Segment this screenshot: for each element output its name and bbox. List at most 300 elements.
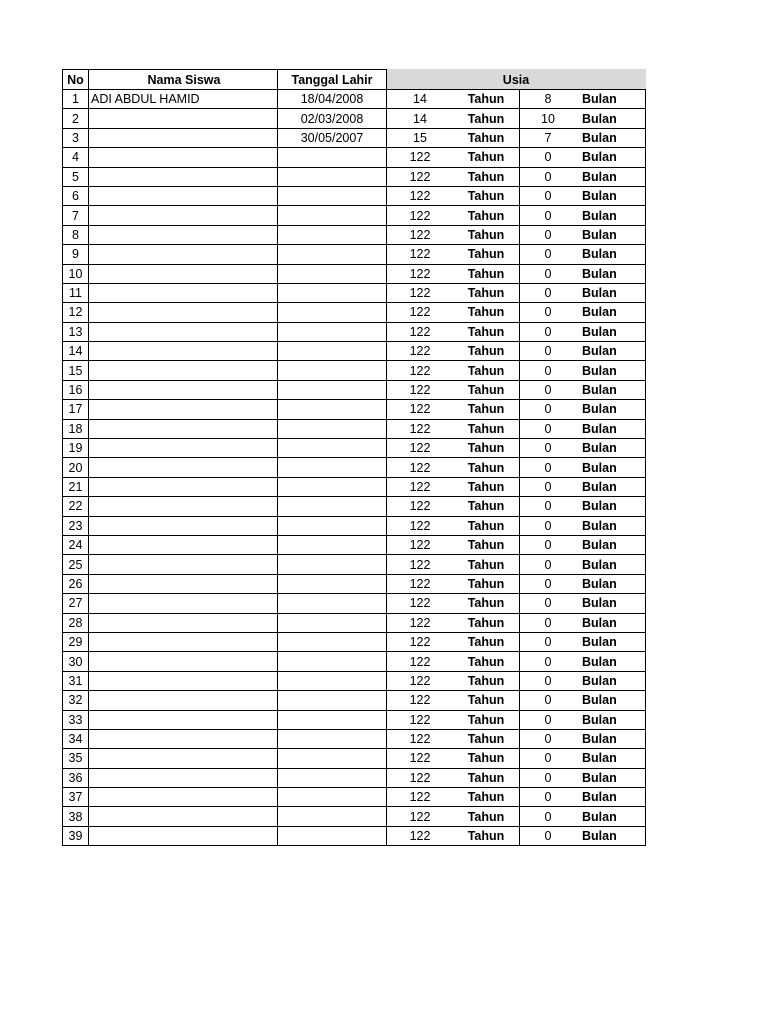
row-bulan-label-cell[interactable]: Bulan <box>576 128 646 147</box>
row-bulan-value-cell[interactable]: 0 <box>520 749 577 768</box>
row-bulan-value-cell[interactable]: 0 <box>520 264 577 283</box>
table-row <box>63 322 646 341</box>
row-nama-cell[interactable] <box>89 768 278 787</box>
row-tahun-value-cell[interactable]: 122 <box>387 400 454 419</box>
row-no-cell[interactable]: 21 <box>63 477 89 496</box>
row-no-cell[interactable]: 37 <box>63 788 89 807</box>
row-no-cell[interactable]: 24 <box>63 535 89 554</box>
row-tanggal-cell[interactable] <box>278 535 387 554</box>
row-tanggal-cell[interactable] <box>278 186 387 205</box>
row-tanggal-cell[interactable] <box>278 303 387 322</box>
row-no-cell[interactable]: 11 <box>63 283 89 302</box>
row-tanggal-cell[interactable] <box>278 652 387 671</box>
row-bulan-label-cell[interactable]: Bulan <box>576 516 646 535</box>
row-bulan-value-cell[interactable]: 0 <box>520 652 577 671</box>
row-no-cell[interactable]: 3 <box>63 128 89 147</box>
row-no-cell[interactable]: 39 <box>63 826 89 845</box>
row-no-cell[interactable]: 34 <box>63 729 89 748</box>
row-bulan-label-cell[interactable]: Bulan <box>576 245 646 264</box>
row-no-cell[interactable]: 29 <box>63 632 89 651</box>
row-bulan-label-cell[interactable]: Bulan <box>576 264 646 283</box>
row-tahun-label-cell[interactable]: Tahun <box>453 206 520 225</box>
row-bulan-value-cell[interactable]: 0 <box>520 206 577 225</box>
row-bulan-label-cell[interactable]: Bulan <box>576 477 646 496</box>
row-tahun-value-cell[interactable]: 122 <box>387 264 454 283</box>
row-no-cell[interactable]: 8 <box>63 225 89 244</box>
row-bulan-value-cell[interactable]: 0 <box>520 768 577 787</box>
row-tanggal-cell[interactable] <box>278 710 387 729</box>
row-tahun-value-cell[interactable]: 122 <box>387 477 454 496</box>
row-nama-cell[interactable] <box>89 303 278 322</box>
row-nama-cell[interactable] <box>89 574 278 593</box>
row-bulan-label-cell[interactable]: Bulan <box>576 749 646 768</box>
row-bulan-label-cell[interactable]: Bulan <box>576 497 646 516</box>
row-bulan-label-cell[interactable]: Bulan <box>576 148 646 167</box>
row-no-cell[interactable]: 25 <box>63 555 89 574</box>
table-row <box>63 303 646 322</box>
row-tahun-label-cell[interactable]: Tahun <box>453 788 520 807</box>
row-nama-cell[interactable] <box>89 400 278 419</box>
row-bulan-label-cell[interactable]: Bulan <box>576 768 646 787</box>
row-bulan-label-cell[interactable]: Bulan <box>576 186 646 205</box>
row-tahun-label-cell[interactable]: Tahun <box>453 516 520 535</box>
row-bulan-value-cell[interactable]: 0 <box>520 788 577 807</box>
row-bulan-label-cell[interactable]: Bulan <box>576 419 646 438</box>
row-no-cell[interactable]: 17 <box>63 400 89 419</box>
table-row <box>63 109 646 128</box>
row-no-cell[interactable]: 19 <box>63 439 89 458</box>
row-bulan-value-cell[interactable]: 0 <box>520 729 577 748</box>
row-bulan-value-cell[interactable]: 0 <box>520 225 577 244</box>
row-bulan-label-cell[interactable]: Bulan <box>576 555 646 574</box>
row-bulan-value-cell[interactable]: 0 <box>520 477 577 496</box>
row-tahun-label-cell[interactable]: Tahun <box>453 497 520 516</box>
row-no-cell[interactable]: 28 <box>63 613 89 632</box>
row-tahun-label-cell[interactable]: Tahun <box>453 613 520 632</box>
row-bulan-value-cell[interactable]: 8 <box>520 90 577 109</box>
table-row <box>63 497 646 516</box>
row-bulan-value-cell[interactable]: 10 <box>520 109 577 128</box>
row-tahun-label-cell[interactable]: Tahun <box>453 535 520 554</box>
row-tanggal-cell[interactable] <box>278 516 387 535</box>
row-bulan-value-cell[interactable]: 0 <box>520 361 577 380</box>
header-nama-siswa[interactable]: Nama Siswa <box>89 70 278 90</box>
row-bulan-value-cell[interactable]: 0 <box>520 516 577 535</box>
row-tahun-value-cell[interactable]: 122 <box>387 439 454 458</box>
table-row <box>63 632 646 651</box>
row-no-cell[interactable]: 23 <box>63 516 89 535</box>
row-bulan-value-cell[interactable]: 0 <box>520 574 577 593</box>
row-tahun-value-cell[interactable]: 122 <box>387 225 454 244</box>
row-nama-cell[interactable]: ADI ABDUL HAMID <box>89 90 278 109</box>
row-bulan-label-cell[interactable]: Bulan <box>576 361 646 380</box>
header-usia[interactable]: Usia <box>387 70 646 90</box>
row-no-cell[interactable]: 12 <box>63 303 89 322</box>
row-bulan-label-cell[interactable]: Bulan <box>576 342 646 361</box>
row-bulan-label-cell[interactable]: Bulan <box>576 535 646 554</box>
row-tahun-label-cell[interactable]: Tahun <box>453 574 520 593</box>
row-nama-cell[interactable] <box>89 322 278 341</box>
row-tahun-value-cell[interactable]: 122 <box>387 710 454 729</box>
row-tanggal-cell[interactable] <box>278 225 387 244</box>
table-row <box>63 439 646 458</box>
row-no-cell[interactable]: 38 <box>63 807 89 826</box>
row-tahun-value-cell[interactable]: 14 <box>387 90 454 109</box>
row-bulan-label-cell[interactable]: Bulan <box>576 632 646 651</box>
row-tahun-value-cell[interactable]: 122 <box>387 419 454 438</box>
row-bulan-label-cell[interactable]: Bulan <box>576 206 646 225</box>
row-tahun-label-cell[interactable]: Tahun <box>453 439 520 458</box>
table-row <box>63 419 646 438</box>
row-tahun-label-cell[interactable]: Tahun <box>453 186 520 205</box>
row-tahun-value-cell[interactable]: 122 <box>387 691 454 710</box>
header-tanggal-lahir[interactable]: Tanggal Lahir <box>278 70 387 90</box>
row-bulan-label-cell[interactable]: Bulan <box>576 439 646 458</box>
row-tahun-value-cell[interactable]: 122 <box>387 535 454 554</box>
row-no-cell[interactable]: 33 <box>63 710 89 729</box>
row-bulan-label-cell[interactable]: Bulan <box>576 613 646 632</box>
row-bulan-value-cell[interactable]: 0 <box>520 594 577 613</box>
row-bulan-value-cell[interactable]: 0 <box>520 710 577 729</box>
row-nama-cell[interactable] <box>89 439 278 458</box>
student-age-table <box>62 69 646 846</box>
row-nama-cell[interactable] <box>89 749 278 768</box>
table-row <box>63 788 646 807</box>
row-tahun-label-cell[interactable]: Tahun <box>453 148 520 167</box>
row-tahun-value-cell[interactable]: 122 <box>387 671 454 690</box>
row-tanggal-cell[interactable] <box>278 458 387 477</box>
table-row <box>63 380 646 399</box>
row-tahun-value-cell[interactable]: 122 <box>387 652 454 671</box>
row-tanggal-cell[interactable] <box>278 671 387 690</box>
row-tahun-value-cell[interactable]: 122 <box>387 516 454 535</box>
row-tahun-label-cell[interactable]: Tahun <box>453 167 520 186</box>
row-nama-cell[interactable] <box>89 264 278 283</box>
row-nama-cell[interactable] <box>89 613 278 632</box>
row-tahun-value-cell[interactable]: 122 <box>387 497 454 516</box>
row-bulan-value-cell[interactable]: 0 <box>520 807 577 826</box>
row-no-cell[interactable]: 9 <box>63 245 89 264</box>
row-bulan-value-cell[interactable]: 0 <box>520 691 577 710</box>
table-row <box>63 264 646 283</box>
row-tanggal-cell[interactable] <box>278 574 387 593</box>
row-tanggal-cell[interactable] <box>278 322 387 341</box>
row-tahun-label-cell[interactable]: Tahun <box>453 458 520 477</box>
row-tanggal-cell[interactable] <box>278 380 387 399</box>
row-bulan-value-cell[interactable]: 0 <box>520 439 577 458</box>
row-tahun-value-cell[interactable]: 122 <box>387 148 454 167</box>
row-tahun-value-cell[interactable]: 15 <box>387 128 454 147</box>
row-tahun-label-cell[interactable]: Tahun <box>453 90 520 109</box>
row-tahun-value-cell[interactable]: 122 <box>387 613 454 632</box>
row-bulan-value-cell[interactable]: 0 <box>520 380 577 399</box>
row-no-cell[interactable]: 27 <box>63 594 89 613</box>
row-tahun-value-cell[interactable]: 122 <box>387 361 454 380</box>
row-nama-cell[interactable] <box>89 148 278 167</box>
row-bulan-value-cell[interactable]: 0 <box>520 458 577 477</box>
row-nama-cell[interactable] <box>89 652 278 671</box>
table-row <box>63 400 646 419</box>
row-no-cell[interactable]: 22 <box>63 497 89 516</box>
row-tahun-value-cell[interactable]: 122 <box>387 186 454 205</box>
row-bulan-value-cell[interactable]: 0 <box>520 322 577 341</box>
row-tahun-label-cell[interactable]: Tahun <box>453 419 520 438</box>
row-tanggal-cell[interactable] <box>278 594 387 613</box>
row-tanggal-cell[interactable] <box>278 419 387 438</box>
row-tanggal-cell[interactable] <box>278 439 387 458</box>
row-bulan-label-cell[interactable]: Bulan <box>576 225 646 244</box>
row-no-cell[interactable]: 16 <box>63 380 89 399</box>
row-tanggal-cell[interactable]: 18/04/2008 <box>278 90 387 109</box>
row-bulan-value-cell[interactable]: 0 <box>520 186 577 205</box>
row-tanggal-cell[interactable] <box>278 749 387 768</box>
row-tahun-value-cell[interactable]: 14 <box>387 109 454 128</box>
row-no-cell[interactable]: 36 <box>63 768 89 787</box>
row-tanggal-cell[interactable]: 30/05/2007 <box>278 128 387 147</box>
row-nama-cell[interactable] <box>89 283 278 302</box>
row-tanggal-cell[interactable] <box>278 632 387 651</box>
row-nama-cell[interactable] <box>89 361 278 380</box>
row-tahun-value-cell[interactable]: 122 <box>387 458 454 477</box>
row-bulan-label-cell[interactable]: Bulan <box>576 710 646 729</box>
row-tahun-label-cell[interactable]: Tahun <box>453 826 520 845</box>
row-bulan-value-cell[interactable]: 0 <box>520 400 577 419</box>
row-bulan-value-cell[interactable]: 0 <box>520 613 577 632</box>
row-tanggal-cell[interactable] <box>278 729 387 748</box>
row-tahun-value-cell[interactable]: 122 <box>387 826 454 845</box>
row-no-cell[interactable]: 30 <box>63 652 89 671</box>
row-nama-cell[interactable] <box>89 128 278 147</box>
row-tahun-label-cell[interactable]: Tahun <box>453 264 520 283</box>
row-no-cell[interactable]: 35 <box>63 749 89 768</box>
row-bulan-value-cell[interactable]: 0 <box>520 245 577 264</box>
row-bulan-label-cell[interactable]: Bulan <box>576 109 646 128</box>
row-bulan-label-cell[interactable]: Bulan <box>576 652 646 671</box>
row-bulan-label-cell[interactable]: Bulan <box>576 458 646 477</box>
row-nama-cell[interactable] <box>89 691 278 710</box>
row-tahun-value-cell[interactable]: 122 <box>387 768 454 787</box>
table-row <box>63 225 646 244</box>
row-nama-cell[interactable] <box>89 186 278 205</box>
table-row <box>63 535 646 554</box>
row-tahun-label-cell[interactable]: Tahun <box>453 594 520 613</box>
table-row <box>63 710 646 729</box>
row-no-cell[interactable]: 2 <box>63 109 89 128</box>
row-no-cell[interactable]: 18 <box>63 419 89 438</box>
row-no-cell[interactable]: 13 <box>63 322 89 341</box>
row-tahun-value-cell[interactable]: 122 <box>387 574 454 593</box>
row-tahun-value-cell[interactable]: 122 <box>387 245 454 264</box>
row-nama-cell[interactable] <box>89 535 278 554</box>
row-no-cell[interactable]: 10 <box>63 264 89 283</box>
row-no-cell[interactable]: 31 <box>63 671 89 690</box>
row-nama-cell[interactable] <box>89 245 278 264</box>
row-tanggal-cell[interactable] <box>278 342 387 361</box>
row-nama-cell[interactable] <box>89 477 278 496</box>
row-tahun-label-cell[interactable]: Tahun <box>453 710 520 729</box>
row-tahun-label-cell[interactable]: Tahun <box>453 768 520 787</box>
row-nama-cell[interactable] <box>89 380 278 399</box>
row-tahun-label-cell[interactable]: Tahun <box>453 283 520 302</box>
row-tanggal-cell[interactable] <box>278 167 387 186</box>
row-bulan-value-cell[interactable]: 7 <box>520 128 577 147</box>
table-row <box>63 477 646 496</box>
row-tahun-value-cell[interactable]: 122 <box>387 342 454 361</box>
row-tanggal-cell[interactable] <box>278 768 387 787</box>
row-tanggal-cell[interactable] <box>278 613 387 632</box>
row-tahun-label-cell[interactable]: Tahun <box>453 361 520 380</box>
row-tahun-value-cell[interactable]: 122 <box>387 632 454 651</box>
header-no[interactable]: No <box>63 70 89 90</box>
row-tanggal-cell[interactable] <box>278 477 387 496</box>
row-bulan-value-cell[interactable]: 0 <box>520 419 577 438</box>
row-nama-cell[interactable] <box>89 225 278 244</box>
row-tahun-value-cell[interactable]: 122 <box>387 322 454 341</box>
row-tanggal-cell[interactable] <box>278 826 387 845</box>
row-bulan-label-cell[interactable]: Bulan <box>576 691 646 710</box>
row-nama-cell[interactable] <box>89 729 278 748</box>
row-tanggal-cell[interactable] <box>278 148 387 167</box>
row-tahun-label-cell[interactable]: Tahun <box>453 749 520 768</box>
row-nama-cell[interactable] <box>89 516 278 535</box>
row-bulan-value-cell[interactable]: 0 <box>520 148 577 167</box>
row-tahun-value-cell[interactable]: 122 <box>387 729 454 748</box>
row-tanggal-cell[interactable] <box>278 361 387 380</box>
table-row <box>63 128 646 147</box>
row-tahun-label-cell[interactable]: Tahun <box>453 245 520 264</box>
row-bulan-label-cell[interactable]: Bulan <box>576 671 646 690</box>
row-nama-cell[interactable] <box>89 206 278 225</box>
row-tahun-label-cell[interactable]: Tahun <box>453 128 520 147</box>
row-tanggal-cell[interactable] <box>278 497 387 516</box>
row-tahun-label-cell[interactable]: Tahun <box>453 807 520 826</box>
row-tanggal-cell[interactable] <box>278 691 387 710</box>
row-no-cell[interactable]: 7 <box>63 206 89 225</box>
row-nama-cell[interactable] <box>89 671 278 690</box>
row-tanggal-cell[interactable] <box>278 807 387 826</box>
row-tahun-label-cell[interactable]: Tahun <box>453 671 520 690</box>
row-tanggal-cell[interactable] <box>278 555 387 574</box>
row-tahun-value-cell[interactable]: 122 <box>387 555 454 574</box>
header-row <box>63 70 646 90</box>
row-nama-cell[interactable] <box>89 342 278 361</box>
row-tahun-value-cell[interactable]: 122 <box>387 167 454 186</box>
row-no-cell[interactable]: 15 <box>63 361 89 380</box>
table-row <box>63 652 646 671</box>
row-no-cell[interactable]: 6 <box>63 186 89 205</box>
row-no-cell[interactable]: 1 <box>63 90 89 109</box>
row-nama-cell[interactable] <box>89 555 278 574</box>
row-tanggal-cell[interactable]: 02/03/2008 <box>278 109 387 128</box>
row-bulan-label-cell[interactable]: Bulan <box>576 826 646 845</box>
row-bulan-label-cell[interactable]: Bulan <box>576 594 646 613</box>
row-bulan-value-cell[interactable]: 0 <box>520 283 577 302</box>
row-bulan-label-cell[interactable]: Bulan <box>576 283 646 302</box>
row-tahun-value-cell[interactable]: 122 <box>387 749 454 768</box>
row-bulan-label-cell[interactable]: Bulan <box>576 322 646 341</box>
row-nama-cell[interactable] <box>89 807 278 826</box>
row-no-cell[interactable]: 4 <box>63 148 89 167</box>
row-bulan-value-cell[interactable]: 0 <box>520 497 577 516</box>
row-tahun-value-cell[interactable]: 122 <box>387 303 454 322</box>
row-nama-cell[interactable] <box>89 826 278 845</box>
table-row <box>63 768 646 787</box>
row-bulan-value-cell[interactable]: 0 <box>520 826 577 845</box>
row-tahun-value-cell[interactable]: 122 <box>387 788 454 807</box>
row-nama-cell[interactable] <box>89 458 278 477</box>
row-tahun-label-cell[interactable]: Tahun <box>453 303 520 322</box>
row-nama-cell[interactable] <box>89 497 278 516</box>
table-row <box>63 245 646 264</box>
row-no-cell[interactable]: 32 <box>63 691 89 710</box>
row-tahun-value-cell[interactable]: 122 <box>387 206 454 225</box>
row-tahun-label-cell[interactable]: Tahun <box>453 632 520 651</box>
row-tahun-value-cell[interactable]: 122 <box>387 807 454 826</box>
row-tahun-label-cell[interactable]: Tahun <box>453 322 520 341</box>
row-bulan-value-cell[interactable]: 0 <box>520 555 577 574</box>
row-tahun-label-cell[interactable]: Tahun <box>453 477 520 496</box>
row-tahun-label-cell[interactable]: Tahun <box>453 555 520 574</box>
row-bulan-label-cell[interactable]: Bulan <box>576 90 646 109</box>
row-bulan-value-cell[interactable]: 0 <box>520 535 577 554</box>
row-tahun-label-cell[interactable]: Tahun <box>453 691 520 710</box>
row-nama-cell[interactable] <box>89 710 278 729</box>
row-bulan-label-cell[interactable]: Bulan <box>576 574 646 593</box>
row-tanggal-cell[interactable] <box>278 245 387 264</box>
row-tanggal-cell[interactable] <box>278 400 387 419</box>
row-tahun-value-cell[interactable]: 122 <box>387 594 454 613</box>
row-tanggal-cell[interactable] <box>278 206 387 225</box>
row-tahun-label-cell[interactable]: Tahun <box>453 225 520 244</box>
row-tahun-value-cell[interactable]: 122 <box>387 283 454 302</box>
row-nama-cell[interactable] <box>89 167 278 186</box>
row-tahun-label-cell[interactable]: Tahun <box>453 342 520 361</box>
row-tanggal-cell[interactable] <box>278 264 387 283</box>
row-tanggal-cell[interactable] <box>278 283 387 302</box>
row-tahun-value-cell[interactable]: 122 <box>387 380 454 399</box>
row-tahun-label-cell[interactable]: Tahun <box>453 109 520 128</box>
row-bulan-label-cell[interactable]: Bulan <box>576 788 646 807</box>
row-bulan-value-cell[interactable]: 0 <box>520 632 577 651</box>
row-bulan-value-cell[interactable]: 0 <box>520 342 577 361</box>
row-bulan-label-cell[interactable]: Bulan <box>576 167 646 186</box>
row-bulan-label-cell[interactable]: Bulan <box>576 303 646 322</box>
row-nama-cell[interactable] <box>89 594 278 613</box>
row-tahun-label-cell[interactable]: Tahun <box>453 380 520 399</box>
table-row <box>63 283 646 302</box>
row-no-cell[interactable]: 14 <box>63 342 89 361</box>
row-no-cell[interactable]: 5 <box>63 167 89 186</box>
row-bulan-value-cell[interactable]: 0 <box>520 671 577 690</box>
row-no-cell[interactable]: 26 <box>63 574 89 593</box>
row-bulan-label-cell[interactable]: Bulan <box>576 380 646 399</box>
table-row <box>63 807 646 826</box>
row-nama-cell[interactable] <box>89 419 278 438</box>
row-tahun-label-cell[interactable]: Tahun <box>453 652 520 671</box>
row-tahun-label-cell[interactable]: Tahun <box>453 400 520 419</box>
row-bulan-label-cell[interactable]: Bulan <box>576 400 646 419</box>
row-bulan-value-cell[interactable]: 0 <box>520 303 577 322</box>
row-bulan-label-cell[interactable]: Bulan <box>576 807 646 826</box>
row-tanggal-cell[interactable] <box>278 788 387 807</box>
row-nama-cell[interactable] <box>89 109 278 128</box>
row-bulan-label-cell[interactable]: Bulan <box>576 729 646 748</box>
row-tahun-label-cell[interactable]: Tahun <box>453 729 520 748</box>
row-nama-cell[interactable] <box>89 632 278 651</box>
row-no-cell[interactable]: 20 <box>63 458 89 477</box>
row-nama-cell[interactable] <box>89 788 278 807</box>
row-bulan-value-cell[interactable]: 0 <box>520 167 577 186</box>
